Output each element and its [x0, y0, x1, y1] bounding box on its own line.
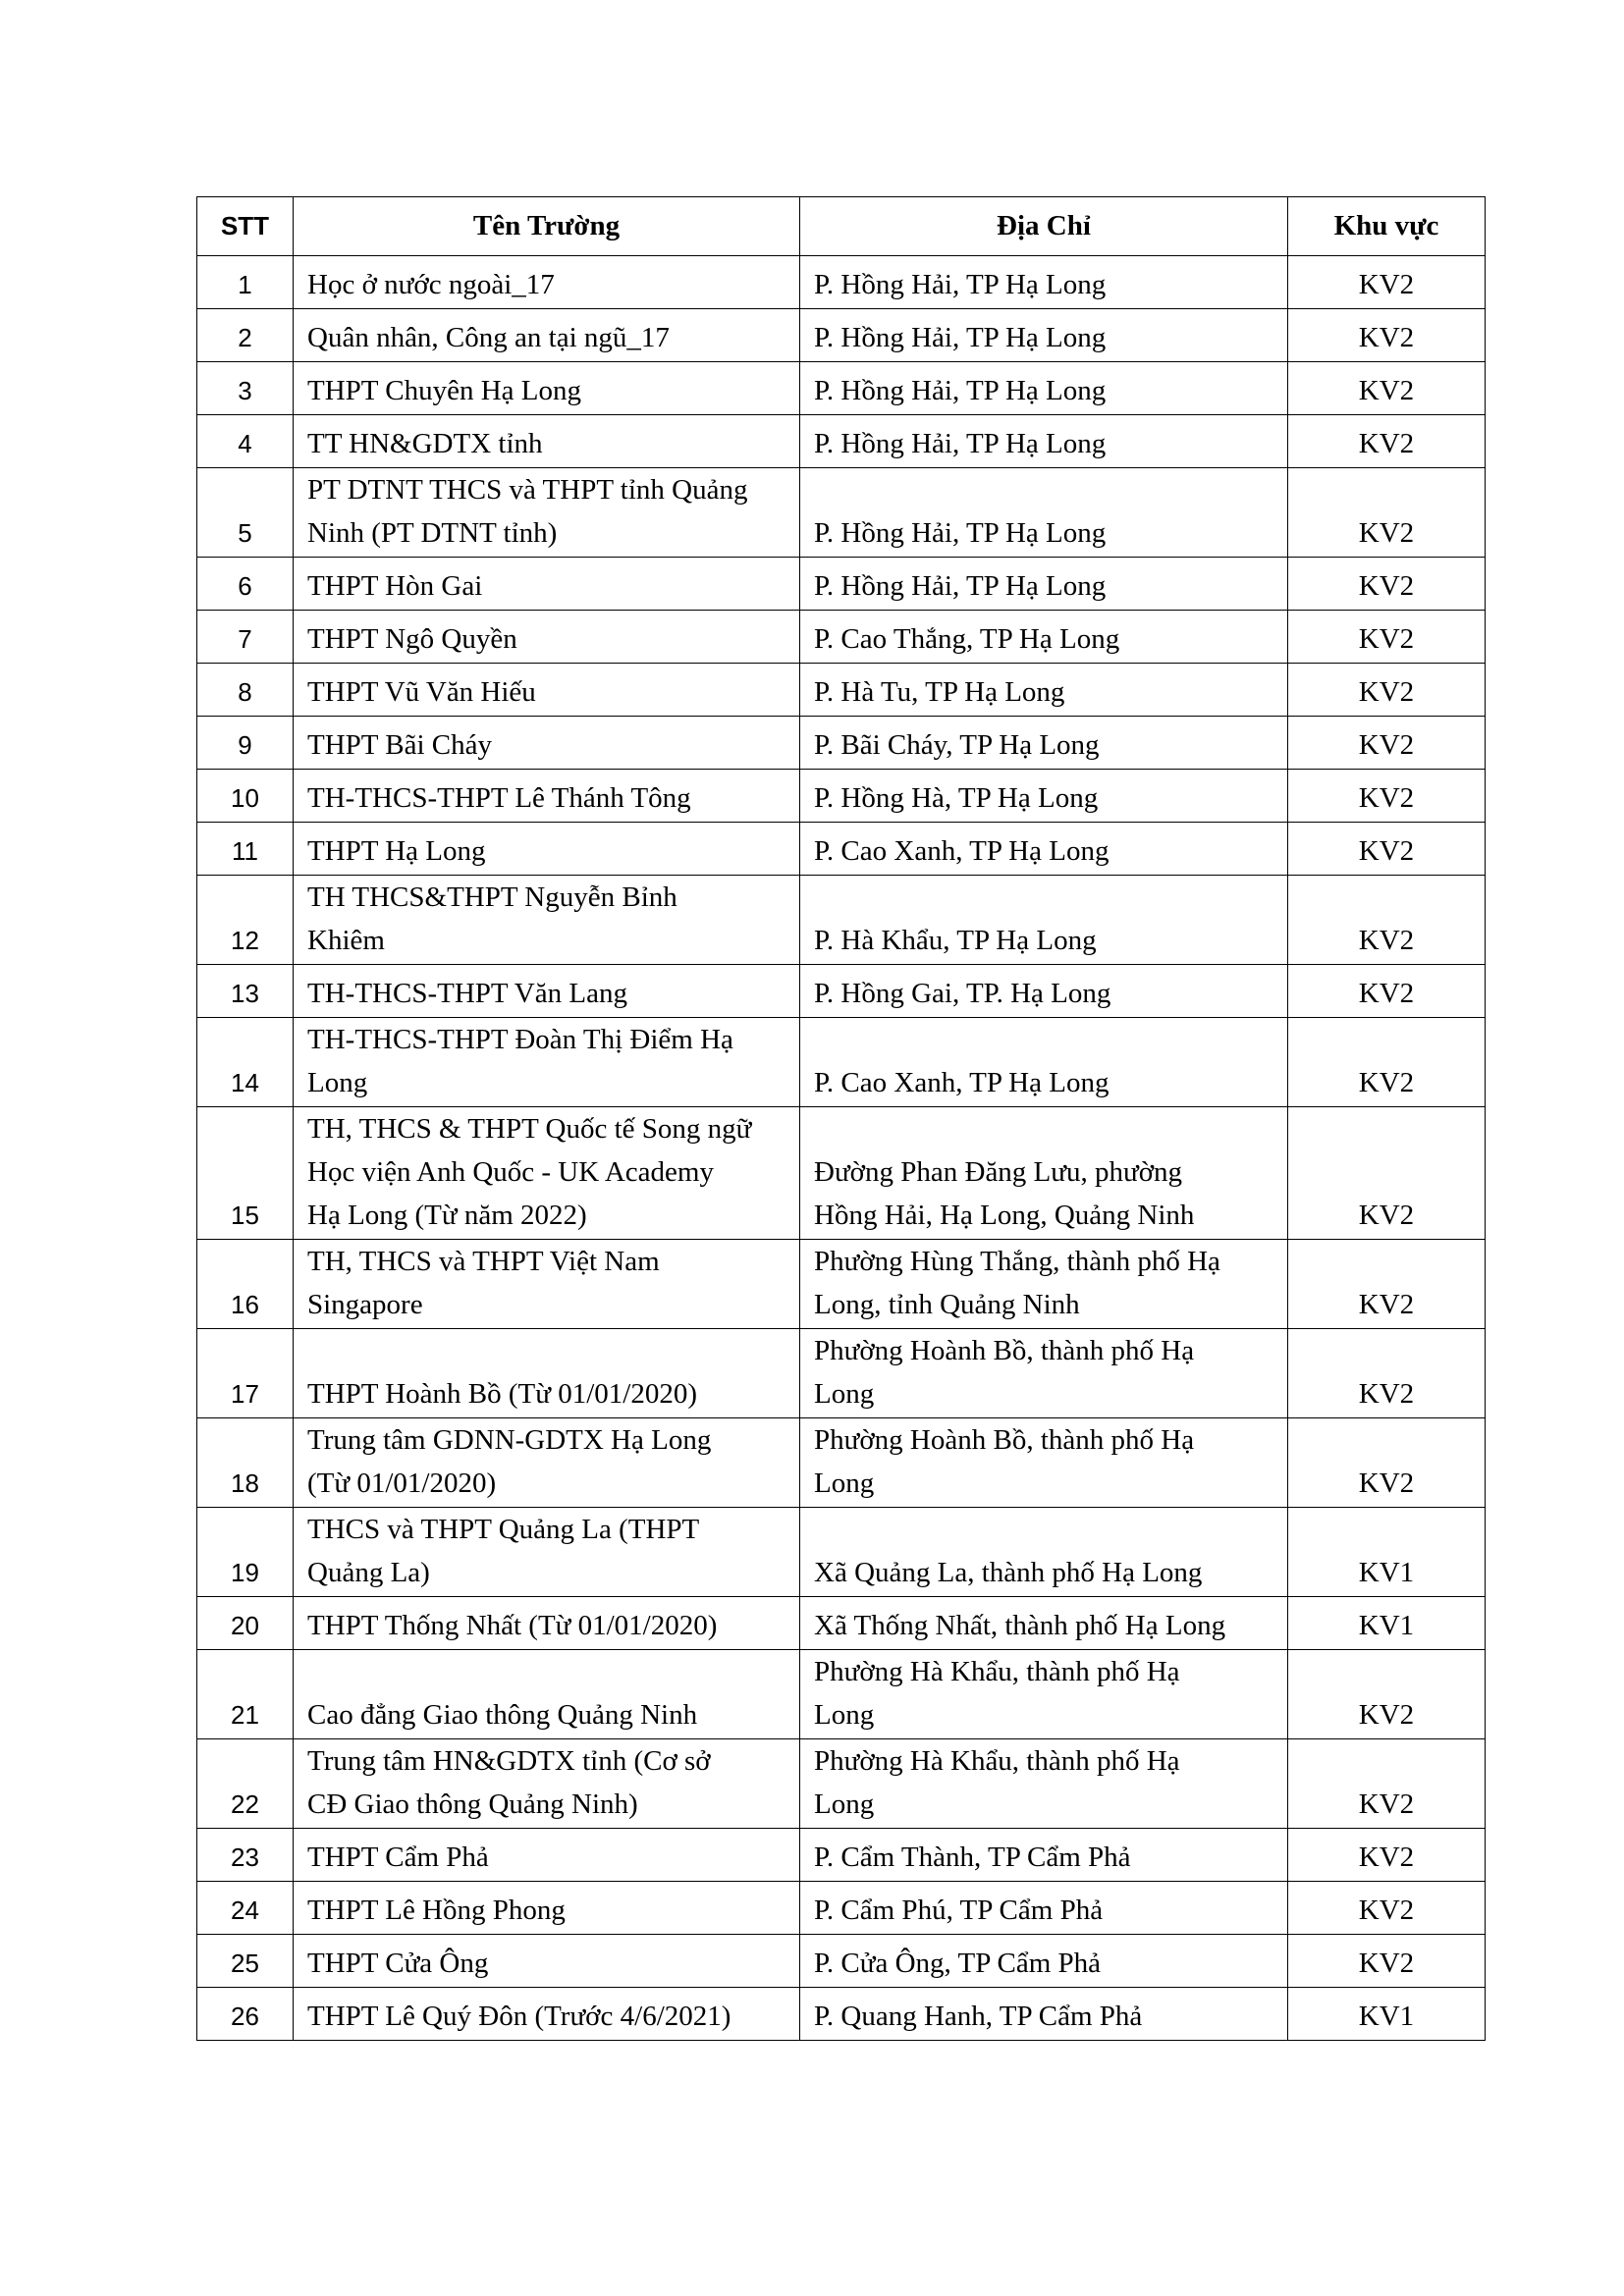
row-stt: 26: [197, 1988, 294, 2041]
row-stt: 11: [197, 823, 294, 876]
row-address: P. Hồng Gai, TP. Hạ Long: [800, 965, 1288, 1018]
row-region: KV2: [1288, 256, 1486, 309]
row-region: KV2: [1288, 1739, 1486, 1829]
row-school-name: TH-THCS-THPT Đoàn Thị Điểm Hạ Long: [294, 1018, 800, 1107]
table-row: [197, 611, 1486, 664]
row-region: KV2: [1288, 1650, 1486, 1739]
row-address: Xã Quảng La, thành phố Hạ Long: [800, 1508, 1288, 1597]
row-stt: 20: [197, 1597, 294, 1650]
row-school-name: TH THCS&THPT Nguyễn Bỉnh Khiêm: [294, 876, 800, 965]
row-stt: 15: [197, 1107, 294, 1240]
row-stt: 2: [197, 309, 294, 362]
table-row: [197, 415, 1486, 468]
table-row: [197, 1107, 1486, 1240]
table-row: [197, 1240, 1486, 1329]
table-row: [197, 717, 1486, 770]
row-region: KV1: [1288, 1508, 1486, 1597]
row-stt: 7: [197, 611, 294, 664]
row-address: P. Hồng Hải, TP Hạ Long: [800, 309, 1288, 362]
row-school-name: THPT Vũ Văn Hiếu: [294, 664, 800, 717]
row-region: KV1: [1288, 1597, 1486, 1650]
row-stt: 9: [197, 717, 294, 770]
row-school-name: THPT Hạ Long: [294, 823, 800, 876]
row-school-name: THPT Cửa Ông: [294, 1935, 800, 1988]
row-region: KV1: [1288, 1988, 1486, 2041]
row-school-name: THPT Hoành Bồ (Từ 01/01/2020): [294, 1329, 800, 1418]
row-school-name: THPT Lê Hồng Phong: [294, 1882, 800, 1935]
row-region: KV2: [1288, 1829, 1486, 1882]
row-school-name: THPT Chuyên Hạ Long: [294, 362, 800, 415]
table-row: [197, 664, 1486, 717]
table-row: [197, 965, 1486, 1018]
row-school-name: TT HN&GDTX tỉnh: [294, 415, 800, 468]
row-school-name: THPT Bãi Cháy: [294, 717, 800, 770]
row-address: P. Cao Xanh, TP Hạ Long: [800, 823, 1288, 876]
row-region: KV2: [1288, 823, 1486, 876]
row-region: KV2: [1288, 1018, 1486, 1107]
header-row: [197, 197, 1486, 256]
row-region: KV2: [1288, 876, 1486, 965]
row-region: KV2: [1288, 1240, 1486, 1329]
table-row: [197, 770, 1486, 823]
table-row: [197, 256, 1486, 309]
row-address: P. Cao Xanh, TP Hạ Long: [800, 1018, 1288, 1107]
row-region: KV2: [1288, 415, 1486, 468]
table-row: [197, 468, 1486, 558]
row-stt: 5: [197, 468, 294, 558]
row-stt: 8: [197, 664, 294, 717]
row-stt: 14: [197, 1018, 294, 1107]
row-address: P. Cao Thắng, TP Hạ Long: [800, 611, 1288, 664]
row-region: KV2: [1288, 1935, 1486, 1988]
row-address: P. Hồng Hà, TP Hạ Long: [800, 770, 1288, 823]
header-name: Tên Trường: [294, 197, 800, 256]
row-school-name: THCS và THPT Quảng La (THPT Quảng La): [294, 1508, 800, 1597]
row-region: KV2: [1288, 664, 1486, 717]
row-region: KV2: [1288, 558, 1486, 611]
row-school-name: Quân nhân, Công an tại ngũ_17: [294, 309, 800, 362]
row-school-name: TH, THCS và THPT Việt Nam Singapore: [294, 1240, 800, 1329]
table-row: [197, 1882, 1486, 1935]
row-address: P. Hồng Hải, TP Hạ Long: [800, 362, 1288, 415]
row-region: KV2: [1288, 309, 1486, 362]
row-address: P. Hồng Hải, TP Hạ Long: [800, 468, 1288, 558]
table-row: [197, 1418, 1486, 1508]
table-header: [197, 197, 1486, 256]
row-stt: 3: [197, 362, 294, 415]
row-region: KV2: [1288, 611, 1486, 664]
row-address: Phường Hà Khẩu, thành phố Hạ Long: [800, 1739, 1288, 1829]
row-school-name: THPT Thống Nhất (Từ 01/01/2020): [294, 1597, 800, 1650]
row-school-name: THPT Ngô Quyền: [294, 611, 800, 664]
row-stt: 10: [197, 770, 294, 823]
row-stt: 21: [197, 1650, 294, 1739]
row-school-name: THPT Lê Quý Đôn (Trước 4/6/2021): [294, 1988, 800, 2041]
row-address: P. Quang Hanh, TP Cẩm Phả: [800, 1988, 1288, 2041]
row-stt: 24: [197, 1882, 294, 1935]
row-stt: 1: [197, 256, 294, 309]
row-address: Đường Phan Đăng Lưu, phường Hồng Hải, Hạ Long, Quảng Ninh: [800, 1107, 1288, 1240]
row-school-name: Học ở nước ngoài_17: [294, 256, 800, 309]
row-school-name: Trung tâm HN&GDTX tỉnh (Cơ sở CĐ Giao thông Quảng Ninh): [294, 1739, 800, 1829]
row-address: P. Hà Khẩu, TP Hạ Long: [800, 876, 1288, 965]
table-row: [197, 1650, 1486, 1739]
row-stt: 25: [197, 1935, 294, 1988]
row-address: P. Hồng Hải, TP Hạ Long: [800, 558, 1288, 611]
table-row: [197, 876, 1486, 965]
row-stt: 22: [197, 1739, 294, 1829]
row-address: Phường Hoành Bồ, thành phố Hạ Long: [800, 1329, 1288, 1418]
row-school-name: THPT Hòn Gai: [294, 558, 800, 611]
row-address: P. Hồng Hải, TP Hạ Long: [800, 415, 1288, 468]
row-address: P. Hồng Hải, TP Hạ Long: [800, 256, 1288, 309]
row-region: KV2: [1288, 1418, 1486, 1508]
row-school-name: TH, THCS & THPT Quốc tế Song ngữ Học viện Anh Quốc - UK Academy Hạ Long (Từ năm 2022): [294, 1107, 800, 1240]
table-row: [197, 1329, 1486, 1418]
table-row: [197, 1988, 1486, 2041]
header-region: Khu vực: [1288, 197, 1486, 256]
row-stt: 6: [197, 558, 294, 611]
row-school-name: Cao đẳng Giao thông Quảng Ninh: [294, 1650, 800, 1739]
table-row: [197, 362, 1486, 415]
header-stt: STT: [197, 197, 294, 256]
row-school-name: TH-THCS-THPT Lê Thánh Tông: [294, 770, 800, 823]
row-stt: 18: [197, 1418, 294, 1508]
row-stt: 16: [197, 1240, 294, 1329]
row-region: KV2: [1288, 1107, 1486, 1240]
row-region: KV2: [1288, 362, 1486, 415]
row-region: KV2: [1288, 965, 1486, 1018]
row-school-name: PT DTNT THCS và THPT tỉnh Quảng Ninh (PT DTNT tỉnh): [294, 468, 800, 558]
table-row: [197, 1829, 1486, 1882]
school-table: [196, 196, 1486, 2041]
table-body: [197, 256, 1486, 2041]
row-stt: 23: [197, 1829, 294, 1882]
row-school-name: TH-THCS-THPT Văn Lang: [294, 965, 800, 1018]
header-address: Địa Chỉ: [800, 197, 1288, 256]
row-address: P. Cẩm Thành, TP Cẩm Phả: [800, 1829, 1288, 1882]
row-region: KV2: [1288, 1329, 1486, 1418]
row-address: Phường Hùng Thắng, thành phố Hạ Long, tỉnh Quảng Ninh: [800, 1240, 1288, 1329]
row-address: Phường Hà Khẩu, thành phố Hạ Long: [800, 1650, 1288, 1739]
table-row: [197, 558, 1486, 611]
table-row: [197, 1935, 1486, 1988]
row-school-name: Trung tâm GDNN-GDTX Hạ Long (Từ 01/01/2020): [294, 1418, 800, 1508]
row-region: KV2: [1288, 717, 1486, 770]
table-row: [197, 1597, 1486, 1650]
row-stt: 12: [197, 876, 294, 965]
row-stt: 13: [197, 965, 294, 1018]
row-region: KV2: [1288, 468, 1486, 558]
row-school-name: THPT Cẩm Phả: [294, 1829, 800, 1882]
row-address: Phường Hoành Bồ, thành phố Hạ Long: [800, 1418, 1288, 1508]
table-row: [197, 1018, 1486, 1107]
row-stt: 19: [197, 1508, 294, 1597]
row-stt: 17: [197, 1329, 294, 1418]
table-row: [197, 823, 1486, 876]
row-stt: 4: [197, 415, 294, 468]
table-row: [197, 1739, 1486, 1829]
row-address: P. Bãi Cháy, TP Hạ Long: [800, 717, 1288, 770]
row-address: P. Cẩm Phú, TP Cẩm Phả: [800, 1882, 1288, 1935]
row-region: KV2: [1288, 1882, 1486, 1935]
table-row: [197, 1508, 1486, 1597]
row-address: P. Cửa Ông, TP Cẩm Phả: [800, 1935, 1288, 1988]
row-address: P. Hà Tu, TP Hạ Long: [800, 664, 1288, 717]
row-region: KV2: [1288, 770, 1486, 823]
row-address: Xã Thống Nhất, thành phố Hạ Long: [800, 1597, 1288, 1650]
table-row: [197, 309, 1486, 362]
